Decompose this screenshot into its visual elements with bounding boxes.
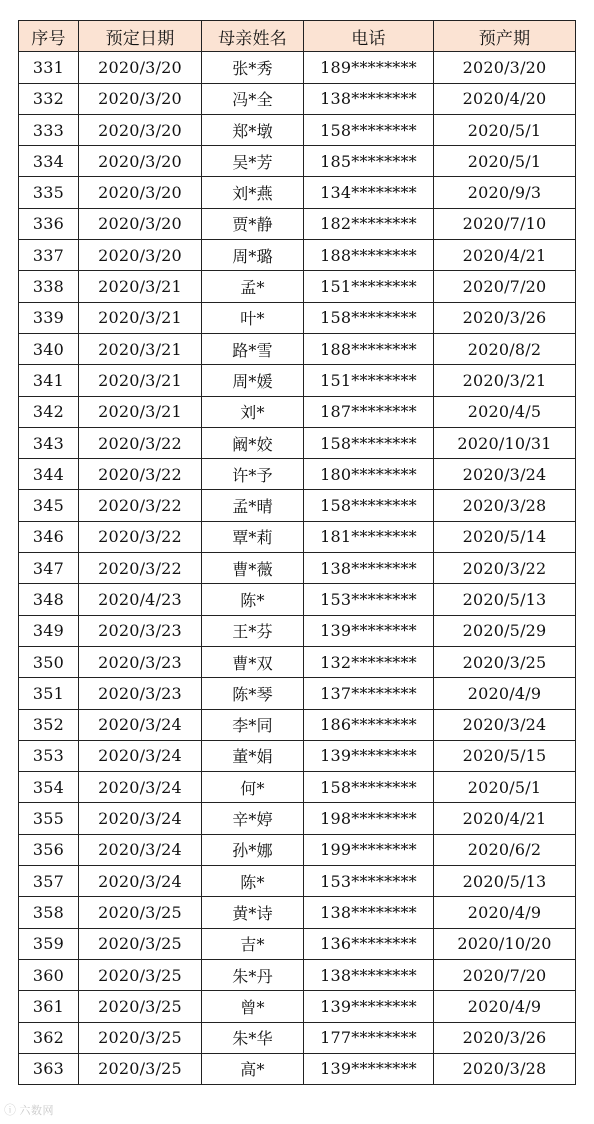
cell-mother-name: 曾* xyxy=(202,991,304,1022)
watermark-text: 六数网 xyxy=(19,1103,55,1117)
table-row xyxy=(19,240,576,271)
table-row xyxy=(19,521,576,552)
cell-mother-name: 孟* xyxy=(202,271,304,302)
cell-due-date: 2020/5/1 xyxy=(434,772,576,803)
cell-mother-name: 高* xyxy=(202,1053,304,1084)
cell-seq: 361 xyxy=(19,991,79,1022)
cell-due-date: 2020/3/25 xyxy=(434,646,576,677)
cell-phone: 132******** xyxy=(304,646,434,677)
header-booking-date: 预定日期 xyxy=(79,21,202,52)
cell-phone: 158******** xyxy=(304,490,434,521)
cell-due-date: 2020/5/14 xyxy=(434,521,576,552)
cell-phone: 186******** xyxy=(304,709,434,740)
table-row xyxy=(19,427,576,458)
cell-booking-date: 2020/3/22 xyxy=(79,521,202,552)
table-row xyxy=(19,740,576,771)
cell-seq: 360 xyxy=(19,959,79,990)
cell-seq: 353 xyxy=(19,740,79,771)
cell-due-date: 2020/3/21 xyxy=(434,365,576,396)
cell-seq: 333 xyxy=(19,114,79,145)
table-row xyxy=(19,678,576,709)
cell-booking-date: 2020/3/24 xyxy=(79,834,202,865)
cell-due-date: 2020/9/3 xyxy=(434,177,576,208)
cell-booking-date: 2020/3/22 xyxy=(79,490,202,521)
cell-mother-name: 陈*琴 xyxy=(202,678,304,709)
table-row xyxy=(19,333,576,364)
cell-seq: 336 xyxy=(19,208,79,239)
cell-mother-name: 朱*丹 xyxy=(202,959,304,990)
cell-due-date: 2020/3/26 xyxy=(434,1022,576,1053)
table-row xyxy=(19,646,576,677)
watermark xyxy=(4,1101,54,1118)
cell-due-date: 2020/3/24 xyxy=(434,709,576,740)
cell-due-date: 2020/3/24 xyxy=(434,459,576,490)
cell-booking-date: 2020/3/24 xyxy=(79,772,202,803)
cell-phone: 138******** xyxy=(304,553,434,584)
table-row xyxy=(19,302,576,333)
cell-booking-date: 2020/3/20 xyxy=(79,52,202,83)
cell-booking-date: 2020/4/23 xyxy=(79,584,202,615)
cell-seq: 334 xyxy=(19,146,79,177)
cell-mother-name: 路*雪 xyxy=(202,333,304,364)
cell-mother-name: 郑*墩 xyxy=(202,114,304,145)
cell-phone: 177******** xyxy=(304,1022,434,1053)
cell-booking-date: 2020/3/22 xyxy=(79,459,202,490)
cell-booking-date: 2020/3/20 xyxy=(79,208,202,239)
cell-mother-name: 朱*华 xyxy=(202,1022,304,1053)
cell-booking-date: 2020/3/23 xyxy=(79,615,202,646)
cell-phone: 153******** xyxy=(304,866,434,897)
cell-booking-date: 2020/3/21 xyxy=(79,365,202,396)
cell-phone: 182******** xyxy=(304,208,434,239)
cell-seq: 341 xyxy=(19,365,79,396)
cell-mother-name: 冯*全 xyxy=(202,83,304,114)
header-phone: 电话 xyxy=(304,21,434,52)
cell-due-date: 2020/4/9 xyxy=(434,897,576,928)
cell-mother-name: 贾*静 xyxy=(202,208,304,239)
cell-seq: 337 xyxy=(19,240,79,271)
cell-booking-date: 2020/3/21 xyxy=(79,302,202,333)
table-row xyxy=(19,772,576,803)
cell-seq: 359 xyxy=(19,928,79,959)
cell-due-date: 2020/3/26 xyxy=(434,302,576,333)
cell-booking-date: 2020/3/24 xyxy=(79,709,202,740)
cell-mother-name: 陈* xyxy=(202,584,304,615)
table-row xyxy=(19,146,576,177)
cell-booking-date: 2020/3/21 xyxy=(79,396,202,427)
cell-mother-name: 曹*双 xyxy=(202,646,304,677)
table-row xyxy=(19,803,576,834)
table-row xyxy=(19,459,576,490)
cell-due-date: 2020/7/20 xyxy=(434,271,576,302)
cell-phone: 189******** xyxy=(304,52,434,83)
table-row xyxy=(19,991,576,1022)
cell-phone: 151******** xyxy=(304,365,434,396)
cell-booking-date: 2020/3/25 xyxy=(79,991,202,1022)
cell-due-date: 2020/4/20 xyxy=(434,83,576,114)
table-row xyxy=(19,553,576,584)
cell-due-date: 2020/4/5 xyxy=(434,396,576,427)
cell-booking-date: 2020/3/25 xyxy=(79,1022,202,1053)
cell-mother-name: 何* xyxy=(202,772,304,803)
cell-seq: 339 xyxy=(19,302,79,333)
cell-due-date: 2020/3/22 xyxy=(434,553,576,584)
cell-booking-date: 2020/3/21 xyxy=(79,271,202,302)
cell-due-date: 2020/4/9 xyxy=(434,991,576,1022)
cell-due-date: 2020/5/1 xyxy=(434,146,576,177)
cell-seq: 346 xyxy=(19,521,79,552)
cell-booking-date: 2020/3/23 xyxy=(79,646,202,677)
cell-booking-date: 2020/3/25 xyxy=(79,1053,202,1084)
table-row xyxy=(19,365,576,396)
cell-due-date: 2020/5/13 xyxy=(434,584,576,615)
cell-booking-date: 2020/3/25 xyxy=(79,959,202,990)
cell-due-date: 2020/5/1 xyxy=(434,114,576,145)
table-row xyxy=(19,834,576,865)
cell-booking-date: 2020/3/20 xyxy=(79,114,202,145)
cell-mother-name: 周*媛 xyxy=(202,365,304,396)
table-row xyxy=(19,709,576,740)
cell-phone: 139******** xyxy=(304,740,434,771)
cell-seq: 347 xyxy=(19,553,79,584)
cell-phone: 185******** xyxy=(304,146,434,177)
cell-seq: 343 xyxy=(19,427,79,458)
table-row xyxy=(19,177,576,208)
cell-phone: 199******** xyxy=(304,834,434,865)
cell-mother-name: 辛*婷 xyxy=(202,803,304,834)
cell-booking-date: 2020/3/24 xyxy=(79,803,202,834)
cell-phone: 139******** xyxy=(304,615,434,646)
cell-phone: 139******** xyxy=(304,1053,434,1084)
cell-mother-name: 阚*姣 xyxy=(202,427,304,458)
cell-mother-name: 覃*莉 xyxy=(202,521,304,552)
cell-mother-name: 刘*燕 xyxy=(202,177,304,208)
cell-seq: 340 xyxy=(19,333,79,364)
cell-due-date: 2020/7/10 xyxy=(434,208,576,239)
table-row xyxy=(19,928,576,959)
cell-due-date: 2020/3/28 xyxy=(434,490,576,521)
header-seq: 序号 xyxy=(19,21,79,52)
cell-booking-date: 2020/3/20 xyxy=(79,83,202,114)
cell-booking-date: 2020/3/20 xyxy=(79,240,202,271)
cell-seq: 345 xyxy=(19,490,79,521)
cell-seq: 350 xyxy=(19,646,79,677)
cell-phone: 188******** xyxy=(304,240,434,271)
cell-booking-date: 2020/3/20 xyxy=(79,146,202,177)
cell-mother-name: 吉* xyxy=(202,928,304,959)
cell-seq: 352 xyxy=(19,709,79,740)
cell-seq: 363 xyxy=(19,1053,79,1084)
table-row xyxy=(19,866,576,897)
cell-due-date: 2020/5/15 xyxy=(434,740,576,771)
cell-phone: 188******** xyxy=(304,333,434,364)
cell-mother-name: 张*秀 xyxy=(202,52,304,83)
cell-seq: 349 xyxy=(19,615,79,646)
cell-seq: 342 xyxy=(19,396,79,427)
cell-phone: 158******** xyxy=(304,302,434,333)
cell-booking-date: 2020/3/24 xyxy=(79,740,202,771)
cell-due-date: 2020/3/28 xyxy=(434,1053,576,1084)
table-row xyxy=(19,959,576,990)
cell-phone: 158******** xyxy=(304,772,434,803)
header-row xyxy=(19,21,576,52)
cell-booking-date: 2020/3/20 xyxy=(79,177,202,208)
cell-due-date: 2020/10/20 xyxy=(434,928,576,959)
header-due-date: 预产期 xyxy=(434,21,576,52)
cell-due-date: 2020/4/21 xyxy=(434,803,576,834)
cell-phone: 180******** xyxy=(304,459,434,490)
cell-seq: 351 xyxy=(19,678,79,709)
cell-mother-name: 许*予 xyxy=(202,459,304,490)
cell-seq: 358 xyxy=(19,897,79,928)
cell-seq: 357 xyxy=(19,866,79,897)
cell-booking-date: 2020/3/22 xyxy=(79,427,202,458)
table-row xyxy=(19,615,576,646)
cell-due-date: 2020/4/9 xyxy=(434,678,576,709)
cell-mother-name: 王*芬 xyxy=(202,615,304,646)
cell-due-date: 2020/10/31 xyxy=(434,427,576,458)
cell-phone: 158******** xyxy=(304,114,434,145)
table-row xyxy=(19,208,576,239)
cell-seq: 338 xyxy=(19,271,79,302)
cell-due-date: 2020/3/20 xyxy=(434,52,576,83)
table-row xyxy=(19,52,576,83)
cell-phone: 153******** xyxy=(304,584,434,615)
table-row xyxy=(19,114,576,145)
cell-phone: 138******** xyxy=(304,959,434,990)
cell-mother-name: 陈* xyxy=(202,866,304,897)
cell-due-date: 2020/5/29 xyxy=(434,615,576,646)
table-row xyxy=(19,396,576,427)
table-row xyxy=(19,83,576,114)
cell-phone: 187******** xyxy=(304,396,434,427)
cell-due-date: 2020/8/2 xyxy=(434,333,576,364)
cell-seq: 344 xyxy=(19,459,79,490)
cell-booking-date: 2020/3/21 xyxy=(79,333,202,364)
table-body xyxy=(19,52,576,1085)
cell-seq: 354 xyxy=(19,772,79,803)
cell-phone: 136******** xyxy=(304,928,434,959)
table-row xyxy=(19,1022,576,1053)
cell-mother-name: 曹*薇 xyxy=(202,553,304,584)
cell-phone: 138******** xyxy=(304,83,434,114)
table-row xyxy=(19,584,576,615)
cell-mother-name: 周*璐 xyxy=(202,240,304,271)
cell-seq: 355 xyxy=(19,803,79,834)
cell-seq: 356 xyxy=(19,834,79,865)
cell-due-date: 2020/4/21 xyxy=(434,240,576,271)
cell-phone: 134******** xyxy=(304,177,434,208)
cell-booking-date: 2020/3/25 xyxy=(79,928,202,959)
cell-booking-date: 2020/3/25 xyxy=(79,897,202,928)
table-row xyxy=(19,271,576,302)
cell-seq: 332 xyxy=(19,83,79,114)
cell-due-date: 2020/6/2 xyxy=(434,834,576,865)
cell-due-date: 2020/7/20 xyxy=(434,959,576,990)
table-row xyxy=(19,897,576,928)
cell-mother-name: 黄*诗 xyxy=(202,897,304,928)
cell-booking-date: 2020/3/22 xyxy=(79,553,202,584)
table-row xyxy=(19,1053,576,1084)
cell-phone: 138******** xyxy=(304,897,434,928)
table-row xyxy=(19,490,576,521)
cell-mother-name: 叶* xyxy=(202,302,304,333)
header-mother-name: 母亲姓名 xyxy=(202,21,304,52)
cell-mother-name: 孟*晴 xyxy=(202,490,304,521)
cell-phone: 139******** xyxy=(304,991,434,1022)
cell-mother-name: 孙*娜 xyxy=(202,834,304,865)
cell-phone: 198******** xyxy=(304,803,434,834)
cell-due-date: 2020/5/13 xyxy=(434,866,576,897)
logo-mark-icon: ⓘ xyxy=(4,1103,17,1117)
cell-phone: 137******** xyxy=(304,678,434,709)
cell-phone: 158******** xyxy=(304,427,434,458)
cell-mother-name: 吴*芳 xyxy=(202,146,304,177)
cell-booking-date: 2020/3/23 xyxy=(79,678,202,709)
cell-mother-name: 李*同 xyxy=(202,709,304,740)
cell-seq: 335 xyxy=(19,177,79,208)
cell-booking-date: 2020/3/24 xyxy=(79,866,202,897)
cell-phone: 181******** xyxy=(304,521,434,552)
cell-seq: 331 xyxy=(19,52,79,83)
cell-phone: 151******** xyxy=(304,271,434,302)
cell-seq: 348 xyxy=(19,584,79,615)
registration-table xyxy=(18,20,576,1085)
cell-seq: 362 xyxy=(19,1022,79,1053)
cell-mother-name: 董*娟 xyxy=(202,740,304,771)
cell-mother-name: 刘* xyxy=(202,396,304,427)
